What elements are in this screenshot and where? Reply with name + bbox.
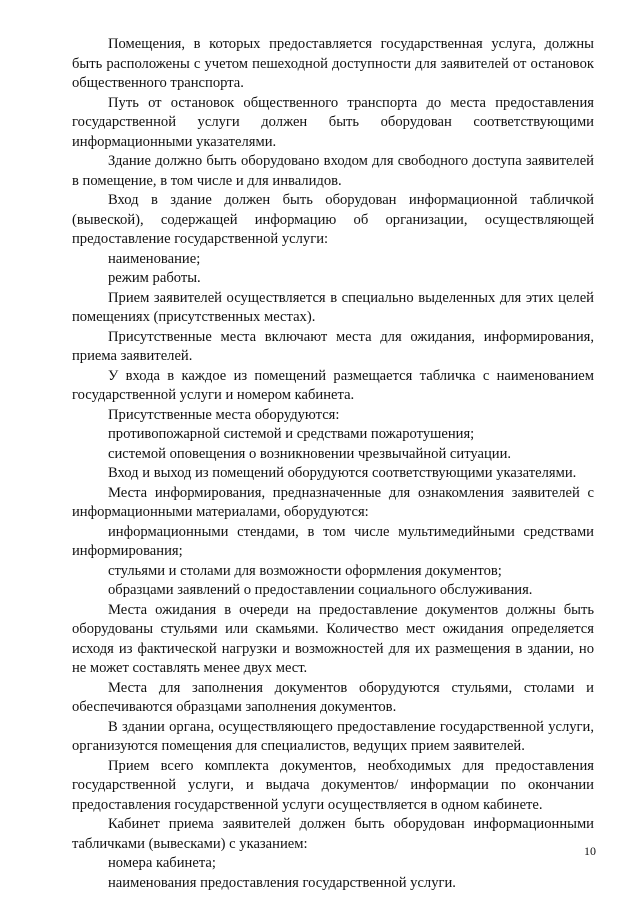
list-item-chairs-tables: стульями и столами для возможности оформления документов; bbox=[108, 562, 502, 579]
paragraph-exit-signs: Вход и выход из помещений оборудуются соответствующими указателями. bbox=[108, 465, 577, 481]
document-body bbox=[72, 35, 594, 893]
list-item-info-stands: информационными стендами, в том числе мультимедийными средствами информирования; bbox=[72, 523, 594, 559]
list-item-fire-system: противопожарной системой и средствами пожаротушения; bbox=[108, 426, 475, 442]
paragraph-location: Помещения, в которых предоставляется государственная услуга, должны быть расположены с учетом пешеходной доступности для заявителей от остановок общественного транспорта. bbox=[72, 36, 594, 91]
list-item-alert-system: системой оповещения о возникновении чрезвычайной ситуации. bbox=[108, 445, 512, 462]
paragraph-single-office: Прием всего комплекта документов, необходимых для предоставления государственной услуги, и выдача документов/ информации по окончании предоставления государственной услуги осуществляется в одном кабинете. bbox=[72, 757, 594, 813]
paragraph-reception-rooms: Прием заявителей осуществляется в специально выделенных для этих целей помещениях (присутственных местах). bbox=[72, 289, 594, 325]
paragraph-equipment-intro: Присутственные места оборудуются: bbox=[108, 406, 340, 423]
paragraph-waiting-places: Места ожидания в очереди на предоставление документов должны быть оборудованы стульями или скамьями. Количество мест ожидания определяется исходя из фактической нагрузки и возможностей для их размещения в здании, но не может составлять менее двух мест. bbox=[72, 601, 594, 676]
list-item-sample-forms: образцами заявлений о предоставлении социального обслуживания. bbox=[108, 582, 533, 598]
paragraph-room-sign: У входа в каждое из помещений размещается табличка с наименованием государственной услуги и номером кабинета. bbox=[72, 367, 594, 403]
paragraph-form-filling-places: Места для заполнения документов оборудуются стульями, столами и обеспечиваются образцами заполнения документов. bbox=[72, 679, 594, 715]
list-item-office-number: номера кабинета; bbox=[108, 855, 216, 871]
list-item-service-name: наименования предоставления государственной услуги. bbox=[108, 874, 456, 891]
list-item-schedule: режим работы. bbox=[108, 270, 201, 286]
paragraph-route-signs: Путь от остановок общественного транспорта до места предоставления государственной услуги должен быть оборудован соответствующими информационными указателями. bbox=[72, 94, 594, 150]
paragraph-entrance-sign: Вход в здание должен быть оборудован информационной табличкой (вывеской), содержащей информацию об организации, осуществляющей предоставление государственной услуги: bbox=[72, 192, 594, 247]
paragraph-info-places: Места информирования, предназначенные для ознакомления заявителей с информационными материалами, оборудуются: bbox=[72, 484, 594, 520]
paragraph-entrance-access: Здание должно быть оборудовано входом для свободного доступа заявителей в помещение, в том числе и для инвалидов. bbox=[72, 153, 594, 189]
paragraph-public-places: Присутственные места включают места для ожидания, информирования, приема заявителей. bbox=[72, 328, 594, 364]
paragraph-office-signs: Кабинет приема заявителей должен быть оборудован информационными табличками (вывесками) с указанием: bbox=[72, 816, 594, 852]
paragraph-specialist-rooms: В здании органа, осуществляющего предоставление государственной услуги, организуются помещения для специалистов, ведущих прием заявителей. bbox=[72, 718, 594, 754]
list-item-name: наименование; bbox=[108, 250, 201, 267]
page-number: 10 bbox=[584, 844, 596, 858]
